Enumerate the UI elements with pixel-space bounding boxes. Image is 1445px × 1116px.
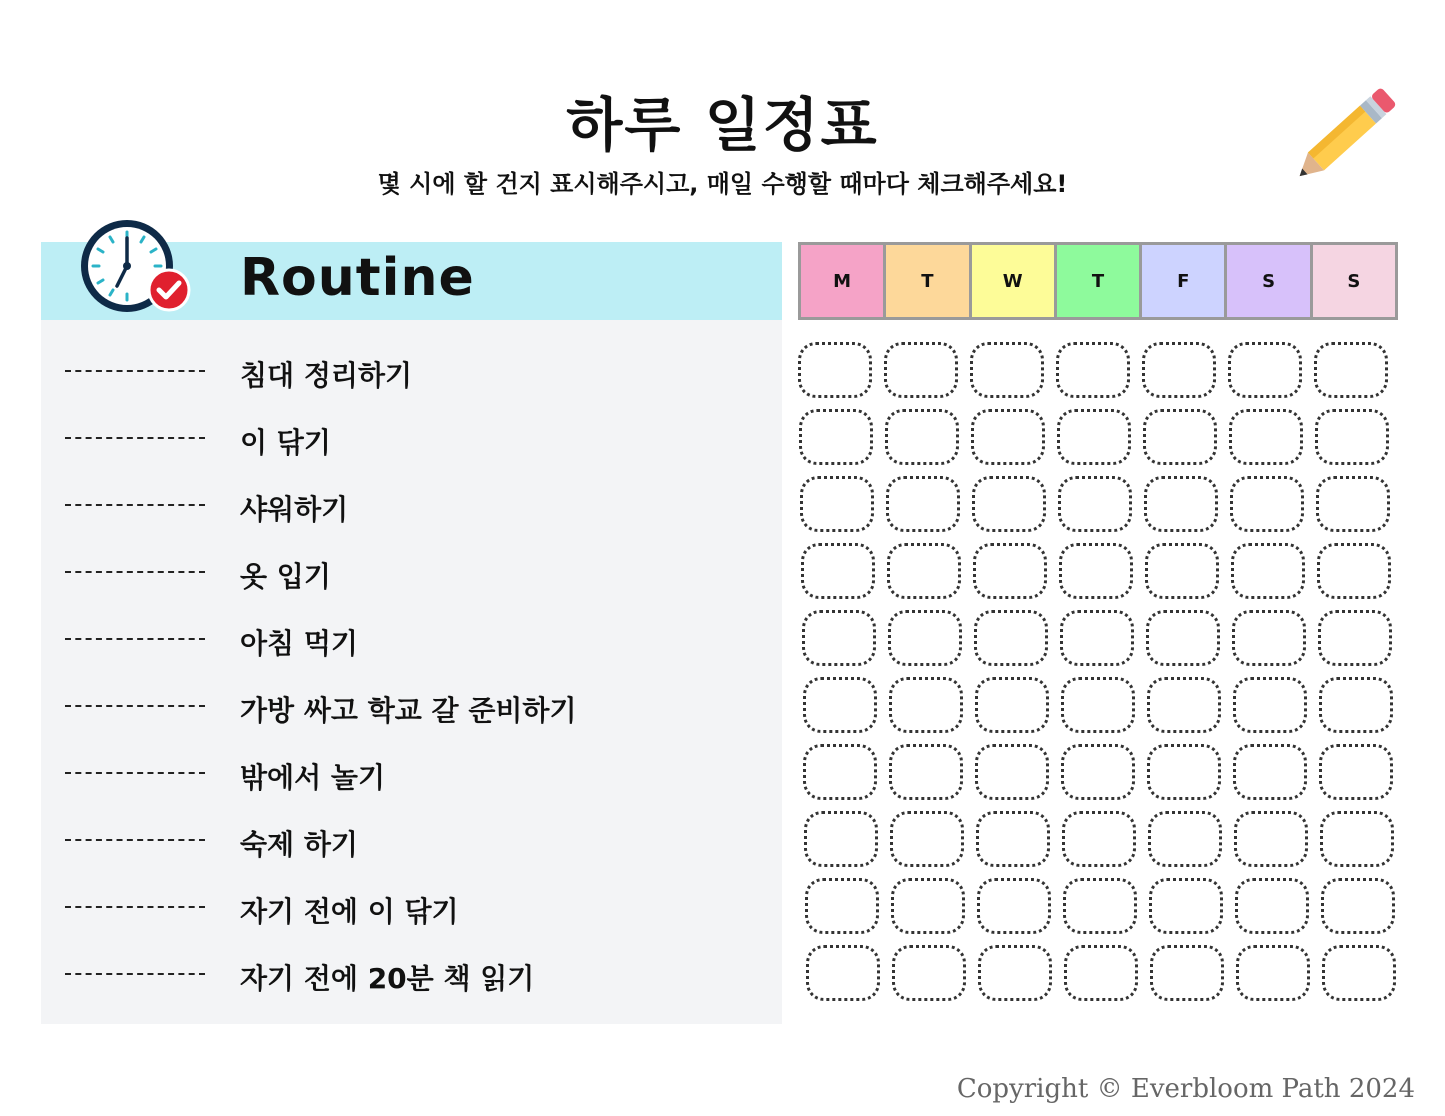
- day-checkbox[interactable]: [976, 811, 1050, 867]
- day-checkbox[interactable]: [1235, 878, 1309, 934]
- routine-row: [41, 746, 782, 796]
- day-checkbox[interactable]: [1144, 476, 1218, 532]
- day-checkbox[interactable]: [1314, 342, 1388, 398]
- routine-heading: Routine: [240, 248, 475, 308]
- day-checkbox[interactable]: [1147, 677, 1221, 733]
- day-checkbox[interactable]: [1059, 543, 1133, 599]
- day-header-cell: F: [1142, 245, 1224, 317]
- day-checkbox[interactable]: [799, 409, 873, 465]
- day-checkbox[interactable]: [1319, 744, 1393, 800]
- day-checkbox[interactable]: [1315, 409, 1389, 465]
- routine-row: [41, 478, 782, 528]
- day-checkbox[interactable]: [798, 342, 872, 398]
- day-checkbox[interactable]: [1063, 878, 1137, 934]
- checkbox-grid: [798, 342, 1408, 1004]
- routine-label: 자기 전에 20분 책 읽기: [240, 962, 535, 995]
- day-checkbox[interactable]: [1064, 945, 1138, 1001]
- day-checkbox[interactable]: [1321, 878, 1395, 934]
- day-checkbox[interactable]: [890, 811, 964, 867]
- time-blank-line[interactable]: [65, 504, 205, 506]
- pencil-icon: [1283, 82, 1401, 194]
- day-checkbox[interactable]: [1060, 610, 1134, 666]
- day-header-cell: S: [1227, 245, 1309, 317]
- day-checkbox[interactable]: [884, 342, 958, 398]
- page-title: 하루 일정표: [566, 91, 879, 159]
- day-checkbox[interactable]: [971, 409, 1045, 465]
- day-header-cell: T: [1057, 245, 1139, 317]
- day-checkbox[interactable]: [1234, 811, 1308, 867]
- day-checkbox[interactable]: [1058, 476, 1132, 532]
- routine-label: 가방 싸고 학교 갈 준비하기: [240, 694, 577, 727]
- routine-header: [41, 242, 782, 320]
- routine-row: [41, 947, 782, 997]
- day-checkbox[interactable]: [889, 677, 963, 733]
- day-header-cell: M: [801, 245, 883, 317]
- day-checkbox[interactable]: [1316, 476, 1390, 532]
- day-checkbox[interactable]: [970, 342, 1044, 398]
- day-checkbox[interactable]: [1143, 409, 1217, 465]
- day-checkbox[interactable]: [1317, 543, 1391, 599]
- day-checkbox[interactable]: [978, 945, 1052, 1001]
- day-checkbox[interactable]: [1146, 610, 1220, 666]
- day-checkbox[interactable]: [800, 476, 874, 532]
- day-checkbox[interactable]: [1231, 543, 1305, 599]
- day-checkbox[interactable]: [1228, 342, 1302, 398]
- day-checkbox[interactable]: [1148, 811, 1222, 867]
- day-checkbox[interactable]: [1150, 945, 1224, 1001]
- day-header-cell: W: [972, 245, 1054, 317]
- time-blank-line[interactable]: [65, 571, 205, 573]
- routine-row: [41, 679, 782, 729]
- day-checkbox[interactable]: [805, 878, 879, 934]
- day-checkbox[interactable]: [803, 744, 877, 800]
- day-checkbox[interactable]: [977, 878, 1051, 934]
- time-blank-line[interactable]: [65, 370, 205, 372]
- check-badge-icon: [149, 270, 189, 310]
- routine-label: 숙제 하기: [240, 828, 358, 861]
- day-checkbox[interactable]: [1319, 677, 1393, 733]
- routine-row: [41, 545, 782, 595]
- time-blank-line[interactable]: [65, 437, 205, 439]
- day-checkbox[interactable]: [1233, 677, 1307, 733]
- routine-label: 샤워하기: [240, 493, 349, 526]
- copyright-footer: Copyright © Everbloom Path 2024: [956, 1074, 1415, 1104]
- day-checkbox[interactable]: [972, 476, 1046, 532]
- day-checkbox[interactable]: [892, 945, 966, 1001]
- day-checkbox[interactable]: [1233, 744, 1307, 800]
- day-checkbox[interactable]: [1322, 945, 1396, 1001]
- day-header: [798, 242, 1398, 320]
- day-checkbox[interactable]: [804, 811, 878, 867]
- day-checkbox[interactable]: [803, 677, 877, 733]
- day-checkbox[interactable]: [1056, 342, 1130, 398]
- day-checkbox[interactable]: [1318, 610, 1392, 666]
- routine-row: [41, 612, 782, 662]
- day-checkbox[interactable]: [1320, 811, 1394, 867]
- day-checkbox[interactable]: [973, 543, 1047, 599]
- time-blank-line[interactable]: [65, 705, 205, 707]
- day-checkbox[interactable]: [1147, 744, 1221, 800]
- day-checkbox[interactable]: [888, 610, 962, 666]
- time-blank-line[interactable]: [65, 906, 205, 908]
- routine-row: [41, 411, 782, 461]
- day-checkbox[interactable]: [1057, 409, 1131, 465]
- day-checkbox[interactable]: [1232, 610, 1306, 666]
- routine-label: 옷 입기: [240, 560, 331, 593]
- day-checkbox[interactable]: [1149, 878, 1223, 934]
- routine-label: 이 닦기: [240, 426, 331, 459]
- day-checkbox[interactable]: [1229, 409, 1303, 465]
- routine-label: 밖에서 놀기: [240, 761, 385, 794]
- routine-label: 침대 정리하기: [240, 359, 413, 392]
- routine-label: 아침 먹기: [240, 627, 358, 660]
- routine-row: [41, 880, 782, 930]
- day-checkbox[interactable]: [1236, 945, 1310, 1001]
- time-blank-line[interactable]: [65, 772, 205, 774]
- time-blank-line[interactable]: [65, 973, 205, 975]
- routine-row: [41, 344, 782, 394]
- day-checkbox[interactable]: [1145, 543, 1219, 599]
- routine-label: 자기 전에 이 닦기: [240, 895, 459, 928]
- day-checkbox[interactable]: [974, 610, 1048, 666]
- routine-row: [41, 813, 782, 863]
- day-checkbox[interactable]: [889, 744, 963, 800]
- day-checkbox[interactable]: [1142, 342, 1216, 398]
- page-subtitle: 몇 시에 할 건지 표시해주시고, 매일 수행할 때마다 체크해주세요!: [377, 170, 1068, 198]
- day-checkbox[interactable]: [801, 543, 875, 599]
- day-checkbox[interactable]: [802, 610, 876, 666]
- day-checkbox[interactable]: [891, 878, 965, 934]
- day-header-cell: S: [1313, 245, 1395, 317]
- day-checkbox[interactable]: [1061, 677, 1135, 733]
- clock-icon: [77, 216, 195, 334]
- time-blank-line[interactable]: [65, 839, 205, 841]
- day-checkbox[interactable]: [1230, 476, 1304, 532]
- day-checkbox[interactable]: [1061, 744, 1135, 800]
- day-header-cell: T: [886, 245, 968, 317]
- time-blank-line[interactable]: [65, 638, 205, 640]
- day-checkbox[interactable]: [806, 945, 880, 1001]
- routine-panel: [41, 242, 782, 1024]
- day-checkbox[interactable]: [975, 744, 1049, 800]
- day-checkbox[interactable]: [1062, 811, 1136, 867]
- day-checkbox[interactable]: [975, 677, 1049, 733]
- day-checkbox[interactable]: [885, 409, 959, 465]
- day-checkbox[interactable]: [886, 476, 960, 532]
- day-checkbox[interactable]: [887, 543, 961, 599]
